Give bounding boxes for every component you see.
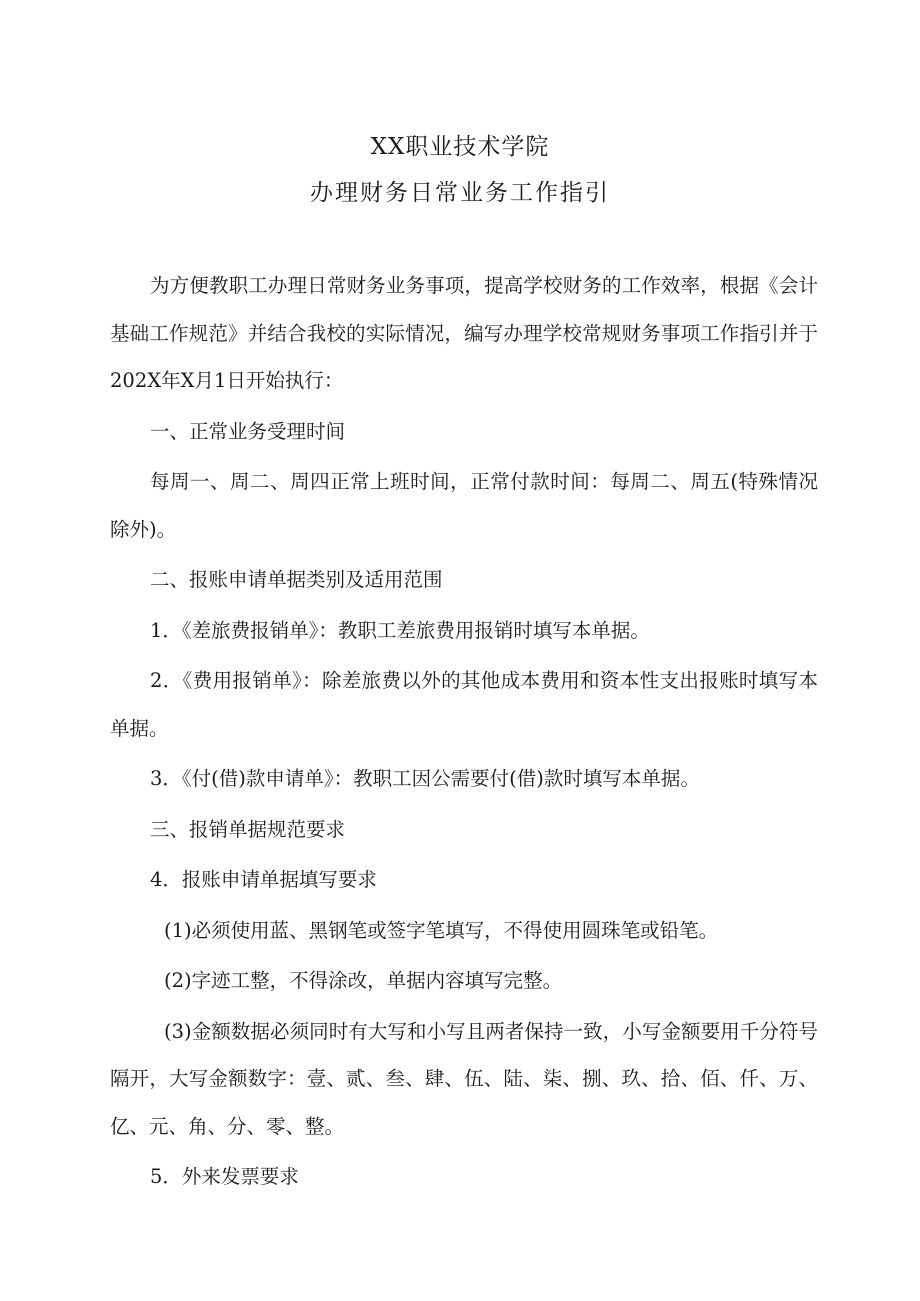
list-item-payment-request-form: 3．《付(借)款申请单》：教职工因公需要付(借)款时填写本单据。 [150,767,700,790]
section-heading-document-types: 二、报账申请单据类别及适用范围 [150,568,443,591]
sub-item-amount-requirement: (3)金额数据必须同时有大写和小写且两者保持一致，小写金额要用千分符号隔开，大写金额数字：壹、贰、叁、肆、伍、陆、柒、捌、玖、拾、佰、仟、万、亿、元、角、分、零、整。 [110,1019,818,1138]
list-item-expense-form: 2．《费用报销单》：除差旅费以外的其他成本费用和资本性支出报账时填写本单据。 [110,669,818,740]
document-body [110,262,818,1204]
list-item-invoice-requirements: 5．外来发票要求 [150,1165,299,1188]
list-item-travel-expense-form: 1．《差旅费报销单》：教职工差旅费用报销时填写本单据。 [150,618,650,642]
list-item-filling-requirements: 4．报账申请单据填写要求 [150,868,377,891]
sub-item-handwriting-requirement: (2)字迹工整，不得涂改，单据内容填写完整。 [164,969,563,992]
section-heading-business-hours: 一、正常业务受理时间 [150,419,346,443]
document-title-guide: 办理财务日常业务工作指引 [310,180,610,206]
sub-item-pen-requirement: (1)必须使用蓝、黑钢笔或签字笔填写，不得使用圆珠笔或铅笔。 [164,918,719,942]
intro-paragraph: 为方便教职工办理日常财务业务事项，提高学校财务的工作效率，根据《会计基础工作规范》并结合我校的实际情况，编写办理学校常规财务事项工作指引并于202X年X月1日开始执行： [110,274,818,392]
section-heading-requirements: 三、报销单据规范要求 [150,817,346,841]
document-title-institution: XX职业技术学院 [370,134,550,160]
business-hours-paragraph: 每周一、周二、周四正常上班时间，正常付款时间：每周二、周五(特殊情况除外)。 [110,470,818,541]
